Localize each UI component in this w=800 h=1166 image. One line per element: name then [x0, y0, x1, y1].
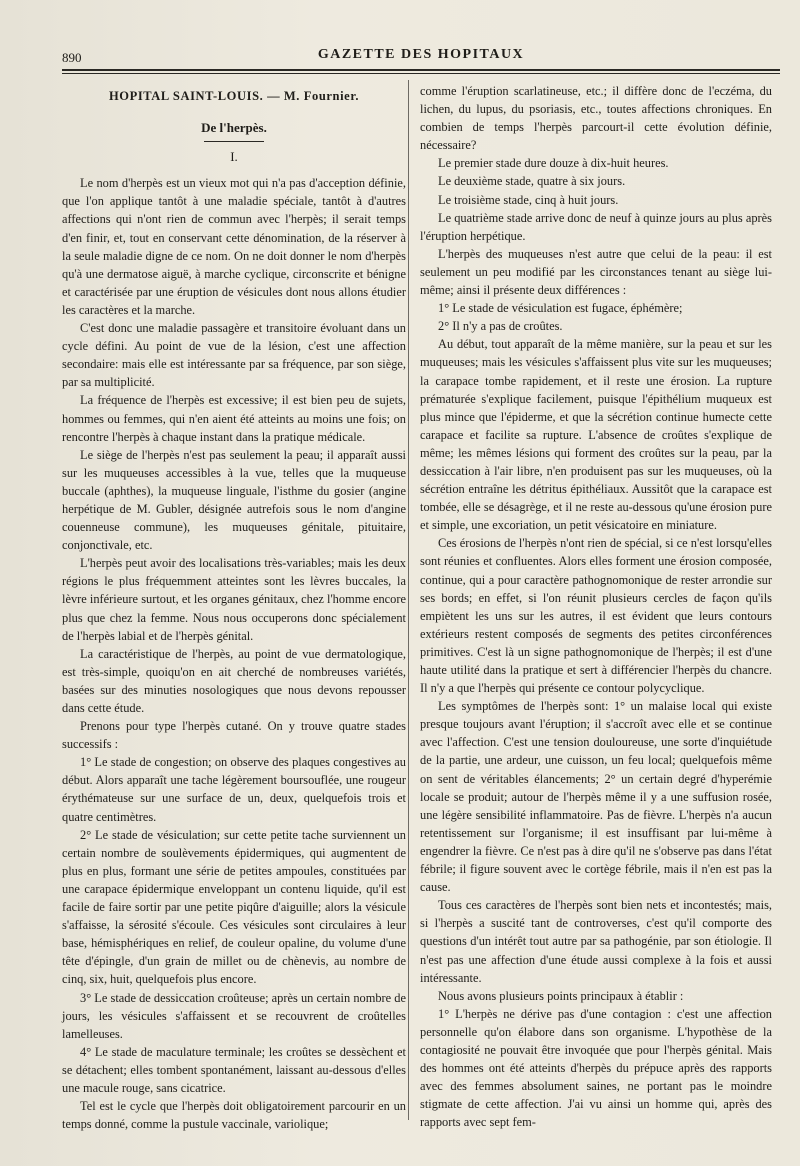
column-divider — [408, 80, 409, 1120]
section-number: I. — [230, 149, 238, 165]
paragraph: Le siège de l'herpès n'est pas seulement la peau; il apparaît aussi sur les muqueuses accessibles à la vue, telles que la muqueuse buccale (aphthes), la muqueuse linguale, l'isthme du gosier (angine herpétique de M. Gubler, désignée autrefois sous le nom d'angine couenneuse commune), les muqueuses génitale, pituitaire, conjonctivale, etc. — [62, 447, 406, 553]
paragraph: 3° Le stade de dessiccation croûteuse; après un certain nombre de jours, les vésicules s'affaissent et se recouvrent de croûtelles lamelleuses. — [62, 990, 406, 1041]
paragraph: Prenons pour type l'herpès cutané. On y trouve quatre stades successifs : — [62, 719, 406, 752]
left-column — [62, 82, 406, 1133]
paragraph: Le quatrième stade arrive donc de neuf à quinze jours au plus après l'éruption herpétique. — [420, 210, 772, 243]
paragraph: Le troisième stade, cinq à huit jours. — [438, 192, 619, 207]
paragraph: L'herpès peut avoir des localisations très-variables; mais les deux régions le plus fréquemment atteintes sont les lèvres buccales, la lèvre inférieure surtout, et les organes génitaux, chez l'homme encore plus que chez la femme. Nous nous occuperons donc spécialement de l'herpès labial et de l'herpès génital. — [62, 556, 406, 643]
paragraph: Tous ces caractères de l'herpès sont bien nets et incontestés; mais, si l'herpès a suscité tant de controverses, c'est qu'il comporte des questions d'un intérêt tout autre par sa pathogénie, par son étiologie. Il n'est pas une affection d'une étude aussi complexe à la fois et aussi intéressante. — [420, 898, 772, 985]
paragraph: L'herpès des muqueuses n'est autre que celui de la peau: il est seulement un peu modifié par les circonstances tenant au siège lui-même; ainsi il présente deux différences : — [420, 246, 772, 298]
paragraph: Nous avons plusieurs points principaux à établir : — [438, 988, 684, 1003]
paragraph: Le deuxième stade, quatre à six jours. — [438, 174, 626, 189]
paragraph: 2° Le stade de vésiculation; sur cette petite tache surviennent un certain nombre de soulèvements épidermiques, qui augmentent de plus en plus, formant une série de petites ampoules, constituées par une carapace épidermique enveloppant un contenu liquide, qu'il est facile de faire sortir par une petite piqûre d'aiguille; alors la vésicule s'affaisse, la sérosité s'écoule. Ces vésicules sont circulaires à leur base, hémisphériques en relief, de couleur opaline, du volume d'une tête d'épingle, d'un grain de millet ou de chènevis, au nombre de cinq, six, huit, quelquefois plus encore. — [62, 827, 406, 987]
right-column — [420, 82, 772, 1131]
hospital-heading: HOPITAL SAINT-LOUIS. — M. Fournier. — [108, 89, 360, 103]
paragraph: 1° Le stade de vésiculation est fugace, éphémère; — [438, 301, 683, 316]
paragraph: Les symptômes de l'herpès sont: 1° un malaise local qui existe presque toujours avant l'éruption; il s'accroît avec elle et se continue avec l'affection. C'est une tension douloureuse, une sorte d'inquiétude de la partie, une ardeur, une cuisson, un feu local; quelquefois même on sent de véritables élancements; 2° un certain degré d'hyperémie locale se produit; autour de l'herpès même il y a une suffusion rosée, une légère sensibilité inflammatoire. Pas de fièvre. L'herpès n'a aucun retentissement sur l'organisme; il est insuffisant par lui-même à engendrer la fièvre. Ce n'est pas à dire qu'il ne s'observe pas dans l'état fébrile; il figure souvent avec le cortège fébrile, mais il n'en est pas la cause. — [420, 699, 772, 895]
paragraph: comme l'éruption scarlatineuse, etc.; il diffère donc de l'eczéma, du lichen, du lupus, du psoriasis, etc., toutes affections chroniques. En combien de temps l'herpès parcourt-il cette évolution définie, nécessaire? — [420, 84, 772, 153]
paragraph: 1° L'herpès ne dérive pas d'une contagion : c'est une affection personnelle qu'on élabore dans son organisme. L'hypothèse de la contagiosité ne pouvait être invoquée que pour l'herpès génital. Mais des hommes ont été atteints d'herpès du prépuce après des rapports avec des femmes absolument saines, ne portant pas le moindre stigmate de cette affection. J'ai vu ainsi un homme qui, après des rapports avec sept fem- — [420, 1006, 772, 1130]
paragraph: La fréquence de l'herpès est excessive; il est bien peu de sujets, hommes ou femmes, qui n'en aient été atteints au moins une fois; on rencontre l'herpès à chaque instant dans la pratique médicale. — [62, 393, 406, 444]
paragraph: La caractéristique de l'herpès, au point de vue dermatologique, est très-simple, quoiqu'on en ait cherché de nombreuses variétés, basées sur des minuties nosologiques que nous devons repousser dans cette étude. — [62, 646, 406, 715]
page-header — [62, 44, 780, 68]
paragraph: 1° Le stade de congestion; on observe des plaques congestives au début. Alors apparaît une tache légèrement boursouflée, une rougeur érythémateuse sur une surface de un, deux, quelquefois trois et quatre centimètres. — [62, 755, 406, 824]
paragraph: Tel est le cycle que l'herpès doit obligatoirement parcourir en un temps donné, comme la pustule vaccinale, variolique; — [62, 1099, 406, 1132]
paragraph: 4° Le stade de maculature terminale; les croûtes se dessèchent et se détachent; elles tombent spontanément, laissant au-dessous d'elles une macule rouge, sans cicatrice. — [62, 1044, 406, 1095]
paragraph: Au début, tout apparaît de la même manière, sur la peau et sur les muqueuses; mais les vésicules s'affaissent plus vite sur les muqueuses; la carapace tombe rapidement, et il reste une érosion. La rupture prématurée s'explique facilement, puisque l'épithélium muqueux est plus mince que l'épiderme, et que la sécrétion continue humecte cette carapace et facilite sa rupture. L'absence de croûtes s'explique de même; les mêmes lésions qui forment des croûtes sur la peau, par la dessiccation à l'air libre, n'en produisent pas sur les muqueuses, où la sécrétion entraîne les détritus épithéliaux. Aussitôt que la carapace est tombée, elle se désagrège, et il ne reste au-dessous qu'une érosion pure et simple, une excoriation, un petit vésicatoire en miniature. — [420, 337, 772, 533]
paragraph: Le premier stade dure douze à dix-huit heures. — [438, 156, 669, 171]
title-rule — [204, 141, 264, 142]
journal-title: GAZETTE DES HOPITAUX — [317, 47, 525, 62]
paragraph: Ces érosions de l'herpès n'ont rien de spécial, si ce n'est lorsqu'elles sont réunies et confluentes. Alors elles forment une érosion composée, continue, qui a pour caractère pathognomonique de rester arrondie sur ses bords; en effet, si l'on réunit plusieurs cercles de façon qu'ils empiètent les uns sur les autres, il est évident que leurs contours extérieurs restent composés de segments des petites circonférences primitives. C'est là un signe pathognomonique de l'herpès; il est d'une haute utilité dans la pratique et sert à différencier l'herpès du chancre. Il n'y a que l'herpès qui présente ce contour polycyclique. — [420, 536, 772, 696]
paragraph: C'est donc une maladie passagère et transitoire évoluant dans un cycle défini. Au point de vue de la lésion, c'est une affection secondaire: mais elle est intéressante par sa fréquence, par son siège, par sa multiplicité. — [62, 321, 406, 390]
paragraph: Le nom d'herpès est un vieux mot qui n'a pas d'acception définie, que l'on applique tantôt à une maladie spéciale, tantôt à d'autres affections qui n'ont rien de commun avec l'herpès; il serait temps d'en finir, et, tout en conservant cette dénomination, de la réserver à la seule maladie digne de ce nom. On ne doit donner le nom d'herpès qu'à une dermatose aiguë, à marche cyclique, circonscrite et bénigne et caractérisée par une éruption de vésicules dont nous allons étudier les caractères et la marche. — [62, 176, 406, 317]
article-title: De l'herpès. — [201, 120, 267, 136]
paragraph: 2° Il n'y a pas de croûtes. — [438, 319, 563, 334]
page-number: 890 — [62, 50, 82, 65]
header-rule — [62, 69, 780, 74]
